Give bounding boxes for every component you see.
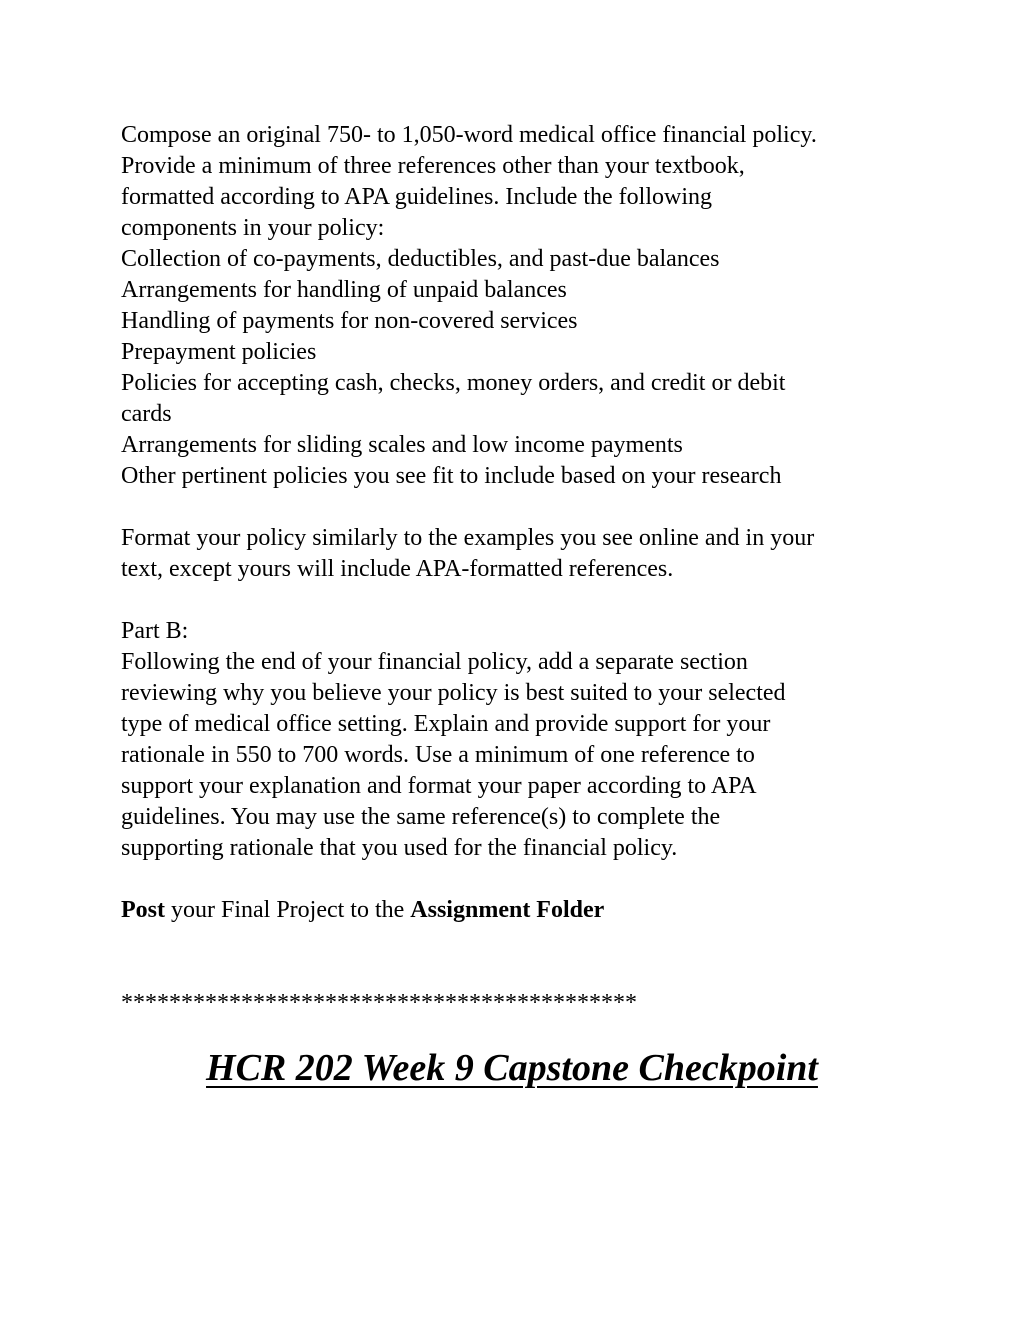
component-item: Arrangements for sliding scales and low income payments (121, 432, 683, 458)
part-b-line: type of medical office setting. Explain and provide support for your (121, 711, 771, 737)
separator-stars: ******************************************* (121, 990, 637, 1016)
part-b-label: Part B: (121, 618, 189, 644)
paragraph-spacer (121, 864, 911, 895)
component-item: Collection of co-payments, deductibles, and past-due balances (121, 246, 720, 272)
part-b-line: rationale in 550 to 700 words. Use a minimum of one reference to (121, 742, 755, 768)
post-middle: your Final Project to the (165, 897, 411, 923)
assignment-folder-bold: Assignment Folder (410, 897, 605, 923)
paragraph-spacer (121, 585, 911, 616)
part-b-line: support your explanation and format your paper according to APA (121, 773, 757, 799)
intro-line: Provide a minimum of three references other than your textbook, (121, 153, 745, 179)
component-item: Arrangements for handling of unpaid balances (121, 277, 567, 303)
component-item: Other pertinent policies you see fit to include based on your research (121, 463, 782, 489)
format-paragraph (121, 523, 911, 585)
components-list (121, 244, 911, 492)
post-instruction (121, 895, 911, 926)
part-b-line: supporting rationale that you used for the financial policy. (121, 835, 678, 861)
intro-paragraph (121, 120, 911, 244)
part-b-line: guidelines. You may use the same reference(s) to complete the (121, 804, 721, 830)
section-heading: HCR 202 Week 9 Capstone Checkpoint (206, 1047, 818, 1089)
intro-line: components in your policy: (121, 215, 385, 241)
part-b-section (121, 616, 911, 864)
component-item: cards (121, 401, 172, 427)
format-line: Format your policy similarly to the examples you see online and in your (121, 525, 815, 551)
paragraph-spacer (121, 492, 911, 523)
part-b-line: reviewing why you believe your policy is best suited to your selected (121, 680, 786, 706)
part-b-line: Following the end of your financial policy, add a separate section (121, 649, 748, 675)
document-body (121, 120, 911, 1019)
component-item: Policies for accepting cash, checks, money orders, and credit or debit (121, 370, 786, 396)
intro-line: Compose an original 750- to 1,050-word medical office financial policy. (121, 122, 817, 148)
intro-line: formatted according to APA guidelines. Include the following (121, 184, 712, 210)
post-bold: Post (121, 897, 165, 923)
format-line: text, except yours will include APA-formatted references. (121, 556, 674, 582)
component-item: Handling of payments for non-covered services (121, 308, 578, 334)
component-item: Prepayment policies (121, 339, 317, 365)
